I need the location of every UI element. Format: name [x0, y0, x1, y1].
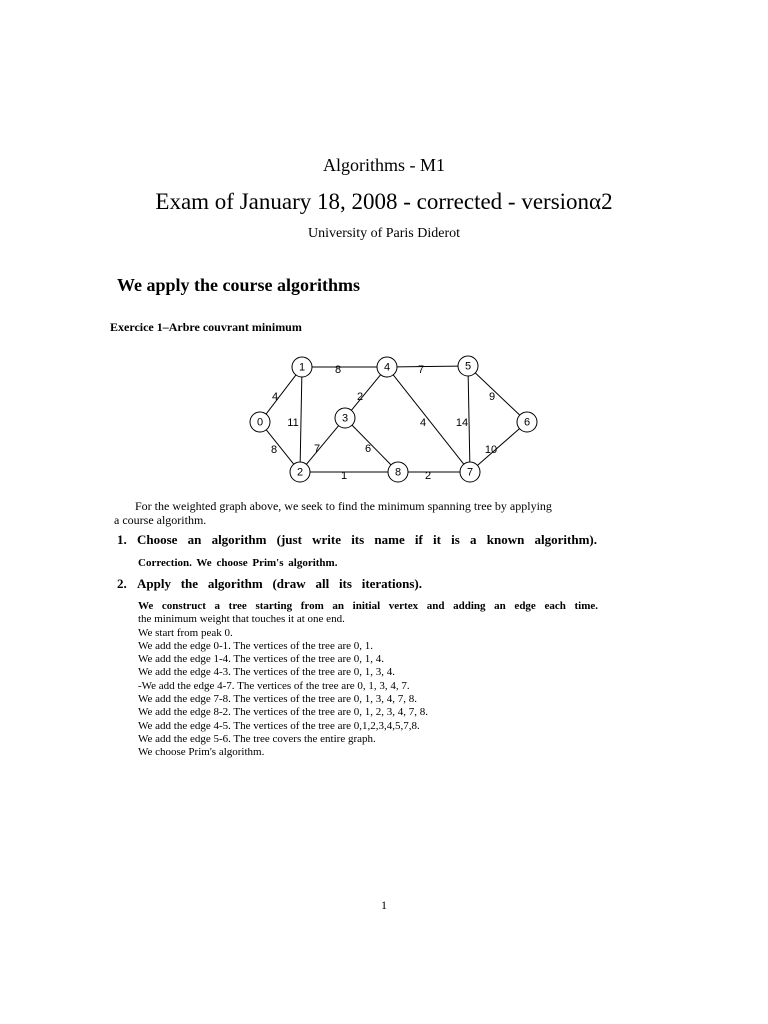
university-name: University of Paris Diderot	[307, 226, 461, 241]
graph-vertex-0	[250, 412, 270, 432]
page-number: 1	[381, 898, 387, 912]
question-1	[117, 532, 597, 548]
step-line: We add the edge 4-5. The vertices of the tree are 0,1,2,3,4,5,7,8.	[138, 719, 420, 732]
question-2	[117, 576, 422, 592]
graph-edge-3-2	[306, 426, 338, 465]
step-line: We start from peak 0.	[138, 626, 233, 639]
graph-vertex-7	[460, 462, 480, 482]
graph-edge-weight: 7	[417, 363, 425, 376]
step-line: We add the edge 0-1. The vertices of the tree are 0, 1.	[138, 639, 374, 652]
graph-edge-weight: 9	[488, 390, 496, 403]
exercise-title: Exercice 1–Arbre couvrant minimum	[110, 320, 302, 334]
graph-edge-weight: 8	[270, 443, 278, 456]
vertex-label: 2	[296, 466, 304, 479]
graph-edge-0-1	[266, 375, 296, 414]
question-number: 2.	[117, 576, 127, 591]
graph-edge-weight: 1	[340, 469, 348, 482]
algorithm-steps	[138, 600, 598, 760]
graph-vertex-3	[335, 408, 355, 428]
vertex-label: 5	[464, 360, 472, 373]
graph-edge-5-6	[475, 373, 519, 415]
graph-edge-weight: 4	[419, 416, 427, 429]
graph-edge-3-8	[352, 425, 391, 465]
graph-vertex-6	[517, 412, 537, 432]
graph-vertex-2	[290, 462, 310, 482]
step-line: -We add the edge 4-7. The vertices of the tree are 0, 1, 3, 4, 7.	[138, 679, 410, 692]
weighted-graph-diagram	[240, 350, 540, 490]
vertex-label: 7	[466, 466, 474, 479]
exam-title: Exam of January 18, 2008 - corrected - versionα2	[155, 189, 613, 214]
intro-line-2: a course algorithm.	[114, 513, 207, 527]
step-line: We add the edge 8-2. The vertices of the tree are 0, 1, 2, 3, 4, 7, 8.	[138, 706, 429, 719]
vertex-label: 4	[383, 361, 391, 374]
graph-edge-weight: 10	[484, 443, 498, 456]
graph-vertex-5	[458, 356, 478, 376]
correction-text: Correction. We choose Prim's algorithm.	[138, 557, 338, 569]
intro-line-1: For the weighted graph above, we seek to find the minimum spanning tree by applying	[135, 499, 552, 513]
graph-edge-weight: 8	[334, 363, 342, 376]
graph-edge-4-5	[397, 366, 458, 367]
step-line: We add the edge 1-4. The vertices of the tree are 0, 1, 4.	[138, 653, 385, 666]
graph-edge-weight: 2	[424, 469, 432, 482]
section-heading: We apply the course algorithms	[117, 275, 360, 295]
graph-edge-weight: 14	[455, 416, 469, 429]
graph-edge-5-7	[468, 376, 470, 462]
graph-vertex-1	[292, 357, 312, 377]
vertex-label: 6	[523, 416, 531, 429]
graph-edge-weight: 2	[356, 390, 364, 403]
vertex-label: 0	[256, 416, 264, 429]
graph-edge-weight: 7	[313, 442, 321, 455]
graph-edge-4-3	[351, 375, 380, 411]
question-number: 1.	[117, 532, 127, 547]
vertex-label: 3	[341, 412, 349, 425]
course-title: Algorithms - M1	[322, 155, 445, 175]
step-line: We add the edge 7-8. The vertices of the tree are 0, 1, 3, 4, 7, 8.	[138, 693, 418, 706]
graph-edge-weight: 6	[364, 442, 372, 455]
graph-edge-4-7	[393, 375, 464, 464]
question-text: Apply the algorithm (draw all its iterations).	[137, 576, 422, 591]
graph-edge-6-7	[478, 429, 520, 466]
graph-edge-1-2	[300, 377, 302, 462]
vertex-label: 1	[298, 361, 306, 374]
graph-vertex-4	[377, 357, 397, 377]
step-line: We construct a tree starting from an initial vertex and adding an edge each time.	[138, 600, 598, 612]
step-line: We choose Prim's algorithm.	[138, 746, 265, 759]
intro-paragraph	[114, 499, 614, 527]
step-line: the minimum weight that touches it at one end.	[138, 613, 345, 626]
step-line: We add the edge 5-6. The tree covers the entire graph.	[138, 732, 376, 745]
graph-edge-weight: 11	[287, 416, 299, 429]
question-text: Choose an algorithm (just write its name if it is a known algorithm).	[137, 532, 597, 547]
vertex-label: 8	[394, 466, 402, 479]
step-line: We add the edge 4-3. The vertices of the tree are 0, 1, 3, 4.	[138, 666, 396, 679]
graph-vertex-8	[388, 462, 408, 482]
graph-edge-weight: 4	[271, 390, 279, 403]
